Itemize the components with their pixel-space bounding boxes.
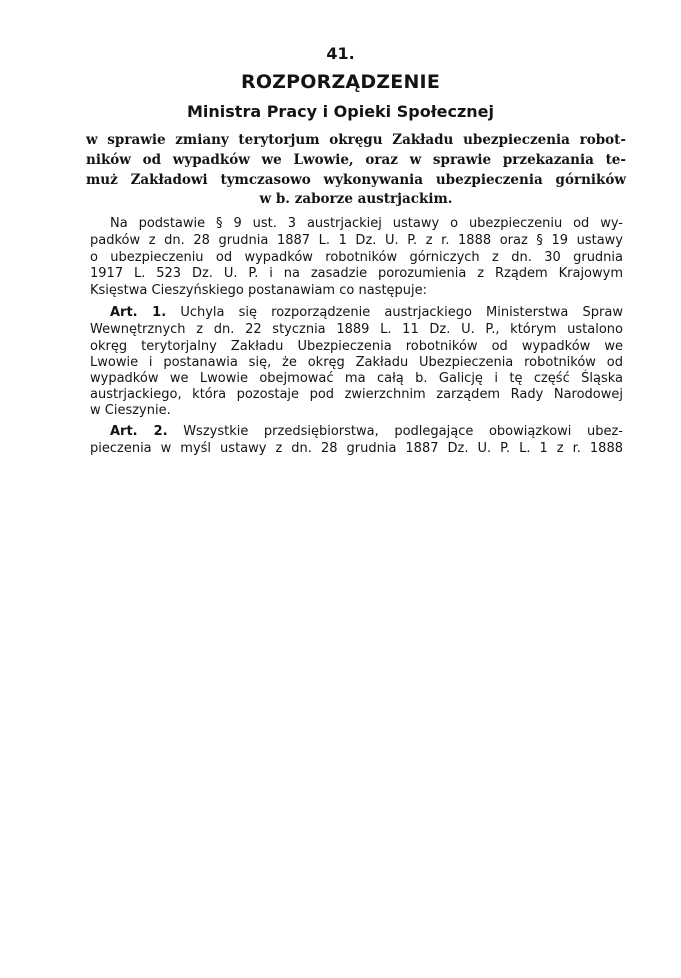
article-1-line: okręg terytorjalny Zakładu Ubezpieczenia robotników od wypadków we — [90, 339, 623, 354]
document-title: ROZPORZĄDZENIE — [240, 71, 441, 93]
article-2-first-line — [110, 424, 623, 439]
document-number: 41. — [326, 44, 355, 63]
article-2-label: Art. 2. — [110, 424, 168, 439]
heading-line: w sprawie zmiany terytorjum okręgu Zakładu ubezpieczenia robot- — [86, 132, 626, 148]
article-1-line: Wewnętrznych z dn. 22 stycznia 1889 L. 11 Dz. U. P., którym ustalono — [90, 322, 623, 337]
document-subtitle: Ministra Pracy i Opieki Społecznej — [186, 102, 495, 121]
heading-line: muż Zakładowi tymczasowo wykonywania ubezpieczenia górników — [86, 172, 626, 188]
article-2-line: pieczenia w myśl ustawy z dn. 28 grudnia 1887 Dz. U. P. L. 1 z r. 1888 — [90, 441, 623, 456]
article-1-text: Uchyla się rozporządzenie austrjackiego Ministerstwa Spraw — [180, 305, 623, 320]
heading-line: ników od wypadków we Lwowie, oraz w sprawie przekazania te- — [86, 152, 626, 168]
preamble-line: 1917 L. 523 Dz. U. P. i na zasadzie porozumienia z Rządem Krajowym — [90, 266, 623, 281]
article-1-line: w Cieszynie. — [90, 403, 171, 418]
heading-line: w b. zaborze austrjackim. — [259, 191, 453, 207]
article-1-label: Art. 1. — [110, 305, 167, 320]
preamble-line: Na podstawie § 9 ust. 3 austrjackiej ustawy o ubezpieczeniu od wy- — [110, 216, 623, 231]
article-1-line: wypadków we Lwowie obejmować ma całą b. Galicję i tę część Śląska — [90, 371, 623, 386]
article-1-first-line — [110, 305, 623, 320]
article-1-line: Lwowie i postanawia się, że okręg Zakładu Ubezpieczenia robotników od — [90, 355, 623, 370]
preamble-line: Księstwa Cieszyńskiego postanawiam co następuje: — [90, 283, 428, 298]
preamble-line: padków z dn. 28 grudnia 1887 L. 1 Dz. U. P. z r. 1888 oraz § 19 ustawy — [90, 233, 623, 248]
article-2-text: Wszystkie przedsiębiorstwa, podlegające obowiązkowi ubez- — [183, 424, 623, 439]
article-1-line: austrjackiego, która pozostaje pod zwierzchnim zarządem Rady Narodowej — [90, 387, 623, 402]
preamble-line: o ubezpieczeniu od wypadków robotników górniczych z dn. 30 grudnia — [90, 250, 623, 265]
